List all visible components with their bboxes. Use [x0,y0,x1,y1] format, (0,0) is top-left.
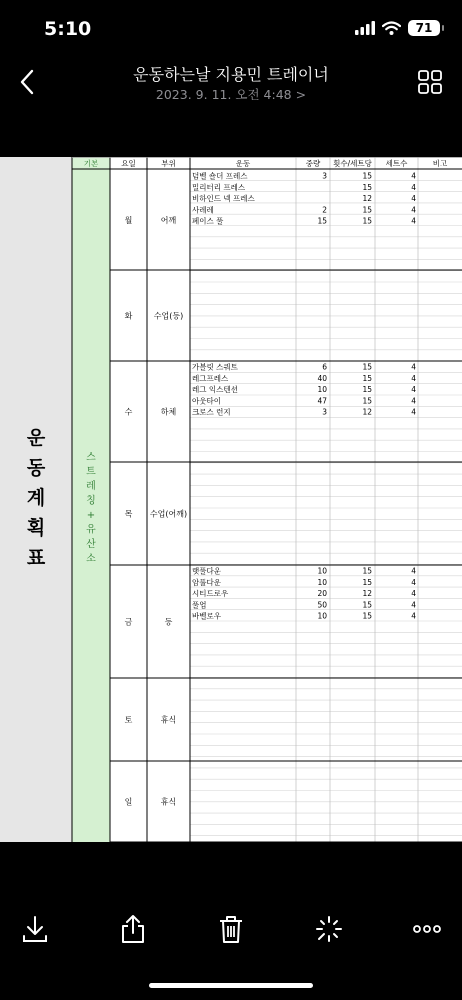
home-indicator [149,983,313,988]
exercise-weight: 20 [317,589,327,599]
download-icon[interactable] [18,912,52,946]
status-icons [355,20,440,36]
exercise-name: 풀업 [192,600,207,610]
exercise-reps: 15 [362,385,372,395]
side-title-char: 운 [26,427,46,449]
part-cell: 하체 [160,407,177,417]
stretch-label-char: 유 [86,524,96,536]
exercise-sets: 4 [411,385,416,395]
side-title-char: 획 [26,517,46,539]
exercise-reps: 12 [362,407,372,417]
exercise-reps: 15 [362,362,372,372]
stretch-label-char: 산 [86,539,96,550]
exercise-sets: 4 [411,589,416,599]
exercise-weight: 47 [317,396,327,406]
date-subtitle[interactable] [0,85,462,103]
exercise-sets: 4 [411,216,416,226]
exercise-name: 랫풀다운 [192,566,221,576]
exercise-name: 레그프레스 [192,373,229,383]
exercise-reps: 12 [362,194,372,204]
part-cell: 수업(어깨) [149,509,188,519]
exercise-reps: 15 [362,577,372,587]
exercise-weight: 10 [317,577,327,587]
exercise-weight: 50 [317,600,327,610]
stretch-label-char: 트 [86,466,96,478]
grid-view-icon[interactable] [418,70,442,94]
side-title-char: 표 [26,547,46,569]
exercise-reps: 15 [362,171,372,181]
header-cell: 운동 [235,159,251,168]
exercise-sets: 4 [411,362,416,372]
exercise-reps: 15 [362,600,372,610]
header-cell: 부위 [161,159,176,168]
header-cell: 세트수 [385,159,408,168]
exercise-weight: 10 [317,611,327,621]
exercise-reps: 15 [362,611,372,621]
bottom-toolbar [0,900,462,960]
stretch-label-char: 레 [86,481,96,492]
exercise-reps: 15 [362,396,372,406]
exercise-reps: 15 [362,205,372,215]
exercise-sets: 4 [411,373,416,383]
battery-icon: 71 [408,20,440,36]
exercise-name: 덤벨 숄더 프레스 [192,171,248,181]
share-icon[interactable] [116,912,150,946]
page-title: 운동하는날 지용민 트레이너 [133,65,329,84]
status-bar [0,0,462,56]
header-cell: 요일 [121,159,136,168]
header-cell: 중량 [305,159,321,168]
header-cell: 비고 [432,159,448,168]
part-cell: 수업(등) [153,311,184,321]
part-cell: 휴식 [160,715,177,725]
part-cell: 등 [164,617,173,627]
exercise-reps: 12 [362,589,372,599]
signal-icon [355,21,375,35]
exercise-reps: 15 [362,373,372,383]
exercise-sets: 4 [411,205,416,215]
status-time: 5:10 [44,18,92,40]
day-cell: 수 [124,407,133,417]
header-cell: 횟수/세트당 [333,159,372,168]
exercise-sets: 4 [411,171,416,181]
magic-icon[interactable] [312,912,346,946]
exercise-name: 페이스 풀 [192,216,224,226]
exercise-weight: 40 [317,373,327,383]
exercise-sets: 4 [411,566,416,576]
exercise-name: 아웃타이 [192,396,221,406]
trash-icon[interactable] [214,912,248,946]
stretch-label-char: 스 [86,452,96,463]
part-cell: 어깨 [160,216,177,225]
exercise-sets: 4 [411,611,416,621]
day-cell: 일 [124,797,133,807]
stretch-label-char: + [86,510,96,521]
exercise-sets: 4 [411,396,416,406]
exercise-sets: 4 [411,407,416,417]
schedule-table [0,157,462,842]
exercise-sets: 4 [411,600,416,610]
exercise-name: 크로스 런지 [192,407,231,417]
exercise-name: 레그 익스텐션 [192,385,238,395]
exercise-weight: 10 [317,566,327,576]
exercise-name: 바벨로우 [192,611,221,621]
exercise-weight: 10 [317,385,327,395]
spreadsheet-image [0,157,462,842]
exercise-name: 사레레 [192,205,214,215]
day-cell: 금 [124,617,133,627]
exercise-name: 밀리터리 프레스 [192,182,246,192]
day-cell: 토 [124,715,133,725]
exercise-weight: 6 [322,362,327,372]
chevron-right-icon: > [295,87,307,102]
side-title-char: 계 [26,487,46,509]
exercise-name: 비하인드 넥 프레스 [192,194,255,204]
stretch-label-char: 소 [86,553,96,565]
exercise-name: 암풀다운 [192,577,221,587]
day-cell: 월 [124,216,133,225]
more-icon[interactable] [410,912,444,946]
wifi-icon [382,21,401,35]
exercise-weight: 2 [322,205,327,215]
part-cell: 휴식 [160,797,177,807]
date-text: 2023. 9. 11. 오전 4:48 [155,87,292,102]
exercise-weight: 3 [322,171,327,181]
exercise-name: 시티드로우 [192,589,229,599]
exercise-sets: 4 [411,182,416,192]
exercise-reps: 15 [362,566,372,576]
exercise-sets: 4 [411,194,416,204]
day-cell: 화 [124,311,133,321]
exercise-sets: 4 [411,577,416,587]
side-title-char: 동 [26,457,46,479]
exercise-reps: 15 [362,216,372,226]
header-cell: 기본 [83,159,99,168]
nav-bar [0,56,462,112]
exercise-name: 가블릿 스쿼트 [192,362,238,372]
exercise-weight: 3 [322,407,327,417]
exercise-weight: 15 [317,216,327,226]
exercise-reps: 15 [362,182,372,192]
day-cell: 목 [124,509,133,519]
stretch-label-char: 칭 [86,495,96,507]
